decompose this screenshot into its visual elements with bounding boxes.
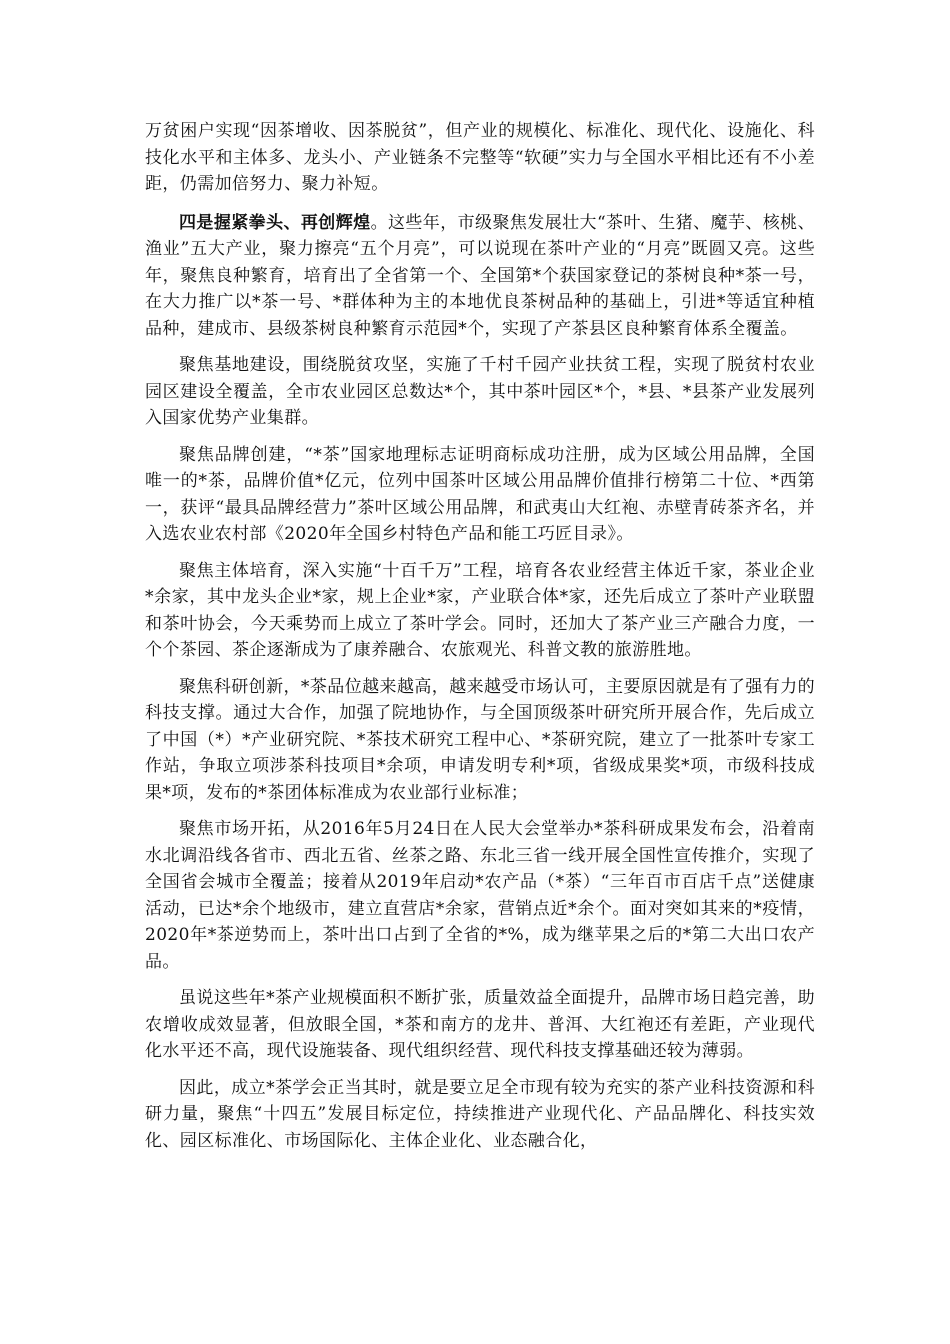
paragraph-2 xyxy=(145,210,815,343)
paragraph-text: 聚焦品牌创建，“*茶”国家地理标志证明商标成功注册，成为区域公用品牌，全国唯一的*茶，品牌价值*亿元，位列中国茶叶区域公用品牌价值排行榜第二十位、*西第一，获评“最具品牌经营力”茶叶区域公用品牌，和武夷山大红袍、赤壁青砖茶齐名，并入选农业农村部《2020年全国乡村特色产品和能工巧匠目录》。 xyxy=(145,444,815,544)
paragraph-text: 聚焦市场开拓，从2016年5月24日在人民大会堂举办*茶科研成果发布会，沿着南水北调沿线各省市、西北五省、丝茶之路、东北三省一线开展全国性宣传推介，实现了全国省会城市全覆盖；接着从2019年启动*农产品（*茶）“三年百市百店千点”送健康活动，已达*余个地级市，建立直营店*余家，营销点近*余个。面对突如其来的*疫情，2020年*茶逆势而上，茶叶出口占到了全省的*%，成为继苹果之后的*第二大出口农产品。 xyxy=(145,819,815,972)
paragraph-text: 聚焦主体培育，深入实施“十百千万”工程，培育各农业经营主体近千家，茶业企业*余家，其中龙头企业*家，规上企业*家，产业联合体*家，还先后成立了茶叶产业联盟和茶叶协会，今天乘势而上成立了茶叶学会。同时，还加大了茶产业三产融合力度，一个个茶园、茶企逐渐成为了康养融合、农旅观光、科普文教的旅游胜地。 xyxy=(145,560,815,660)
paragraph-4 xyxy=(145,442,815,548)
paragraph-5 xyxy=(145,558,815,664)
paragraph-6 xyxy=(145,674,815,807)
paragraph-text: 万贫困户实现“因茶增收、因茶脱贫”，但产业的规模化、标准化、现代化、设施化、科技化水平和主体多、龙头小、产业链条不完整等“软硬”实力与全国水平相比还有不小差距，仍需加倍努力、聚力补短。 xyxy=(145,121,815,194)
paragraph-text: 虽说这些年*茶产业规模面积不断扩张，质量效益全面提升，品牌市场日趋完善，助农增收成效显著，但放眼全国，*茶和南方的龙井、普洱、大红袍还有差距，产业现代化水平还不高，现代设施装备、现代组织经营、现代科技支撑基础还较为薄弱。 xyxy=(145,988,815,1061)
paragraph-lead: 四是握紧拳头、再创辉煌 xyxy=(179,212,371,233)
paragraph-8 xyxy=(145,985,815,1065)
paragraph-1 xyxy=(145,118,815,198)
paragraph-text: 因此，成立*茶学会正当其时，就是要立足全市现有较为充实的茶产业科技资源和科研力量，聚焦“十四五”发展目标定位，持续推进产业现代化、产品品牌化、科技实效化、园区标准化、市场国际化、主体企业化、业态融合化， xyxy=(145,1077,815,1151)
paragraph-7 xyxy=(145,816,815,975)
paragraph-text: 聚焦基地建设，围绕脱贫攻坚，实施了千村千园产业扶贫工程，实现了脱贫村农业园区建设全覆盖，全市农业园区总数达*个，其中茶叶园区*个，*县、*县茶产业发展列入国家优势产业集群。 xyxy=(145,355,815,428)
paragraph-9 xyxy=(145,1075,815,1155)
paragraph-3 xyxy=(145,352,815,432)
paragraph-text: 。这些年，市级聚焦发展壮大“茶叶、生猪、魔芋、核桃、渔业”五大产业，聚力擦亮“五个月亮”，可以说现在茶叶产业的“月亮”既圆又亮。这些年，聚焦良种繁育，培育出了全省第一个、全国第*个获国家登记的茶树良种*茶一号，在大力推广以*茶一号、*群体种为主的本地优良茶树品种的基础上，引进*等适宜种植品种，建成市、县级茶树良种繁育示范园*个，实现了产茶县区良种繁育体系全覆盖。 xyxy=(145,212,815,339)
paragraph-text: 聚焦科研创新，*茶品位越来越高，越来越受市场认可，主要原因就是有了强有力的科技支撑。通过大合作，加强了院地协作，与全国顶级茶叶研究所开展合作，先后成立了中国（*）*产业研究院、*茶技术研究工程中心、*茶研究院，建立了一批茶叶专家工作站，争取立项涉茶科技项目*余项，申请发明专利*项，省级成果奖*项，市级科技成果*项，发布的*茶团体标准成为农业部行业标准； xyxy=(145,676,815,803)
